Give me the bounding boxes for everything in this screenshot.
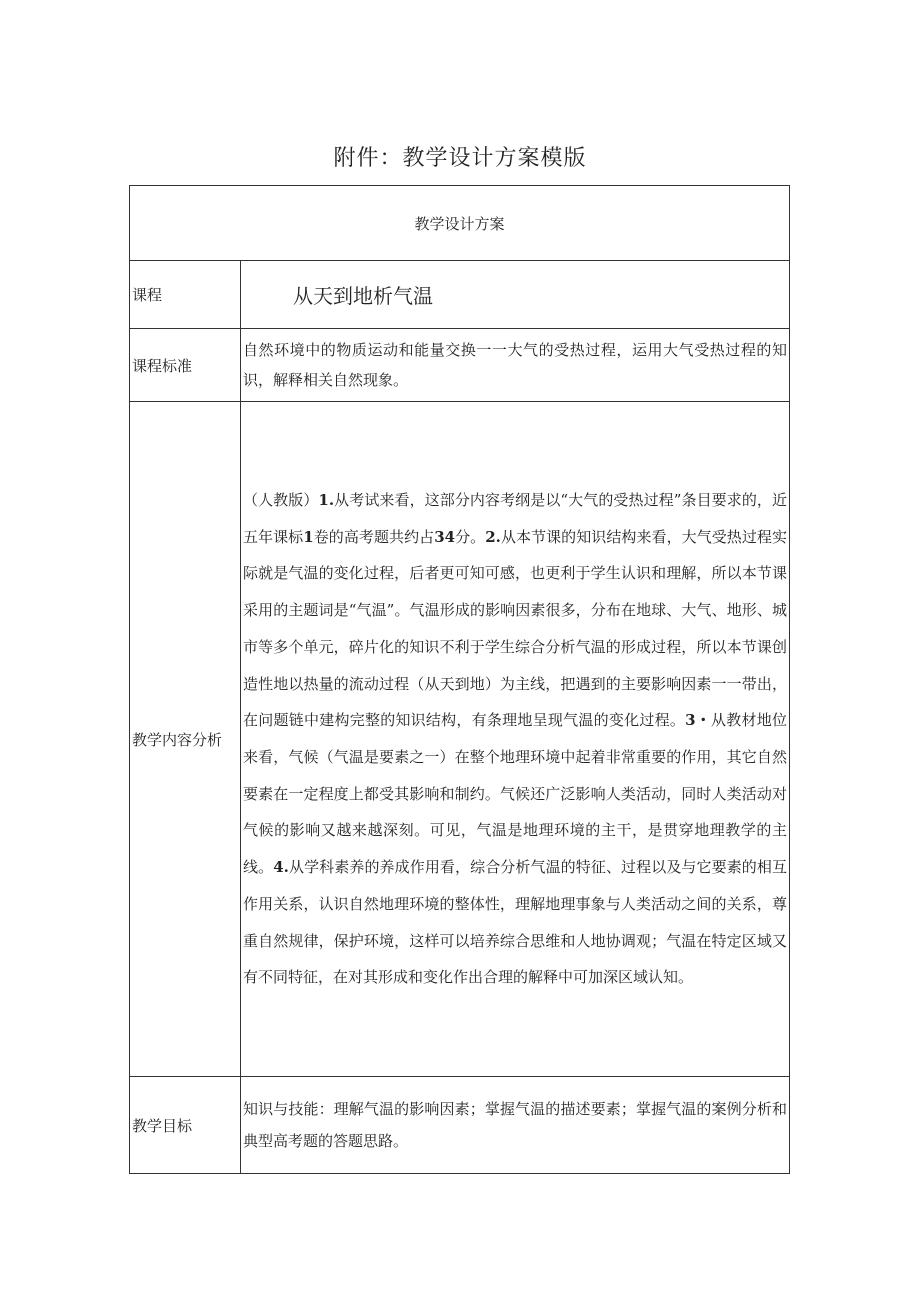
analysis-num-1: 1. [318, 491, 335, 510]
course-label: 课程 [130, 261, 241, 329]
analysis-point-1b: 分。 [455, 527, 486, 546]
analysis-point-3: 从教材地位来看，气候（气温是要素之一）在整个地理环境中起着非常重要的作用，其它自然要素在一定程度上都受其影响和制约。气候还广泛影响人类活动，同时人类活动对气候的影响又越来越深刻。可见，气温是地理环境的主干，是贯穿地理教学的主线。 [243, 711, 787, 877]
analysis-edition: （人教版） [243, 491, 319, 510]
table-header-row [130, 186, 790, 261]
course-row [130, 261, 790, 329]
analysis-point-1a: 卷的高考题共约占 [313, 527, 435, 546]
goals-label: 教学目标 [130, 1077, 241, 1174]
goals-row [130, 1077, 790, 1174]
standard-value: 自然环境中的物质运动和能量交换一一大气的受热过程，运用大气受热过程的知识，解释相关自然现象。 [241, 329, 790, 402]
analysis-point-4: 从学科素养的养成作用看，综合分析气温的特征、过程以及与它要素的相互作用关系，认识自然地理环境的整体性，理解地理事象与人类活动之间的关系，尊重自然规律，保护环境，这样可以培养综合思维和人地协调观；气温在特定区域又有不同特征，在对其形成和变化作出合理的解释中可加深区域认知。 [243, 858, 787, 987]
analysis-point-1: 从考试来看，这部分内容考纲是以“大气的受热过程”条目要求的，近五年课标 [243, 491, 787, 546]
analysis-label: 教学内容分析 [130, 402, 241, 1077]
analysis-num-3: 3・ [685, 711, 712, 730]
analysis-value [241, 402, 790, 1077]
analysis-num-4: 4. [273, 858, 289, 877]
analysis-point-2: 从本节课的知识结构来看，大气受热过程实际就是气温的变化过程，后者更可知可感，也更利于学生认识和理解，所以本节课采用的主题词是“气温”。气温形成的影响因素很多，分布在地球、大气、地形、城市等多个单元，碎片化的知识不利于学生综合分析气温的形成过程，所以本节课创造性地以热量的流动过程（从天到地）为主线，把遇到的主要影响因素一一带出，在问题链中建构完整的知识结构，有条理地呈现气温的变化过程。 [243, 527, 787, 730]
teaching-design-table [129, 185, 790, 1174]
analysis-num-1b: 34 [434, 527, 456, 546]
analysis-num-1a: 1 [303, 527, 314, 546]
standard-label: 课程标准 [130, 329, 241, 402]
table-header: 教学设计方案 [130, 186, 790, 261]
course-value: 从天到地析气温 [241, 261, 790, 329]
standard-row [130, 329, 790, 402]
goals-value: 知识与技能：理解气温的影响因素；掌握气温的描述要素；掌握气温的案例分析和典型高考题的答题思路。 [241, 1077, 790, 1174]
analysis-row [130, 402, 790, 1077]
analysis-num-2: 2. [485, 527, 501, 546]
document-title: 附件：教学设计方案模版 [333, 146, 587, 171]
